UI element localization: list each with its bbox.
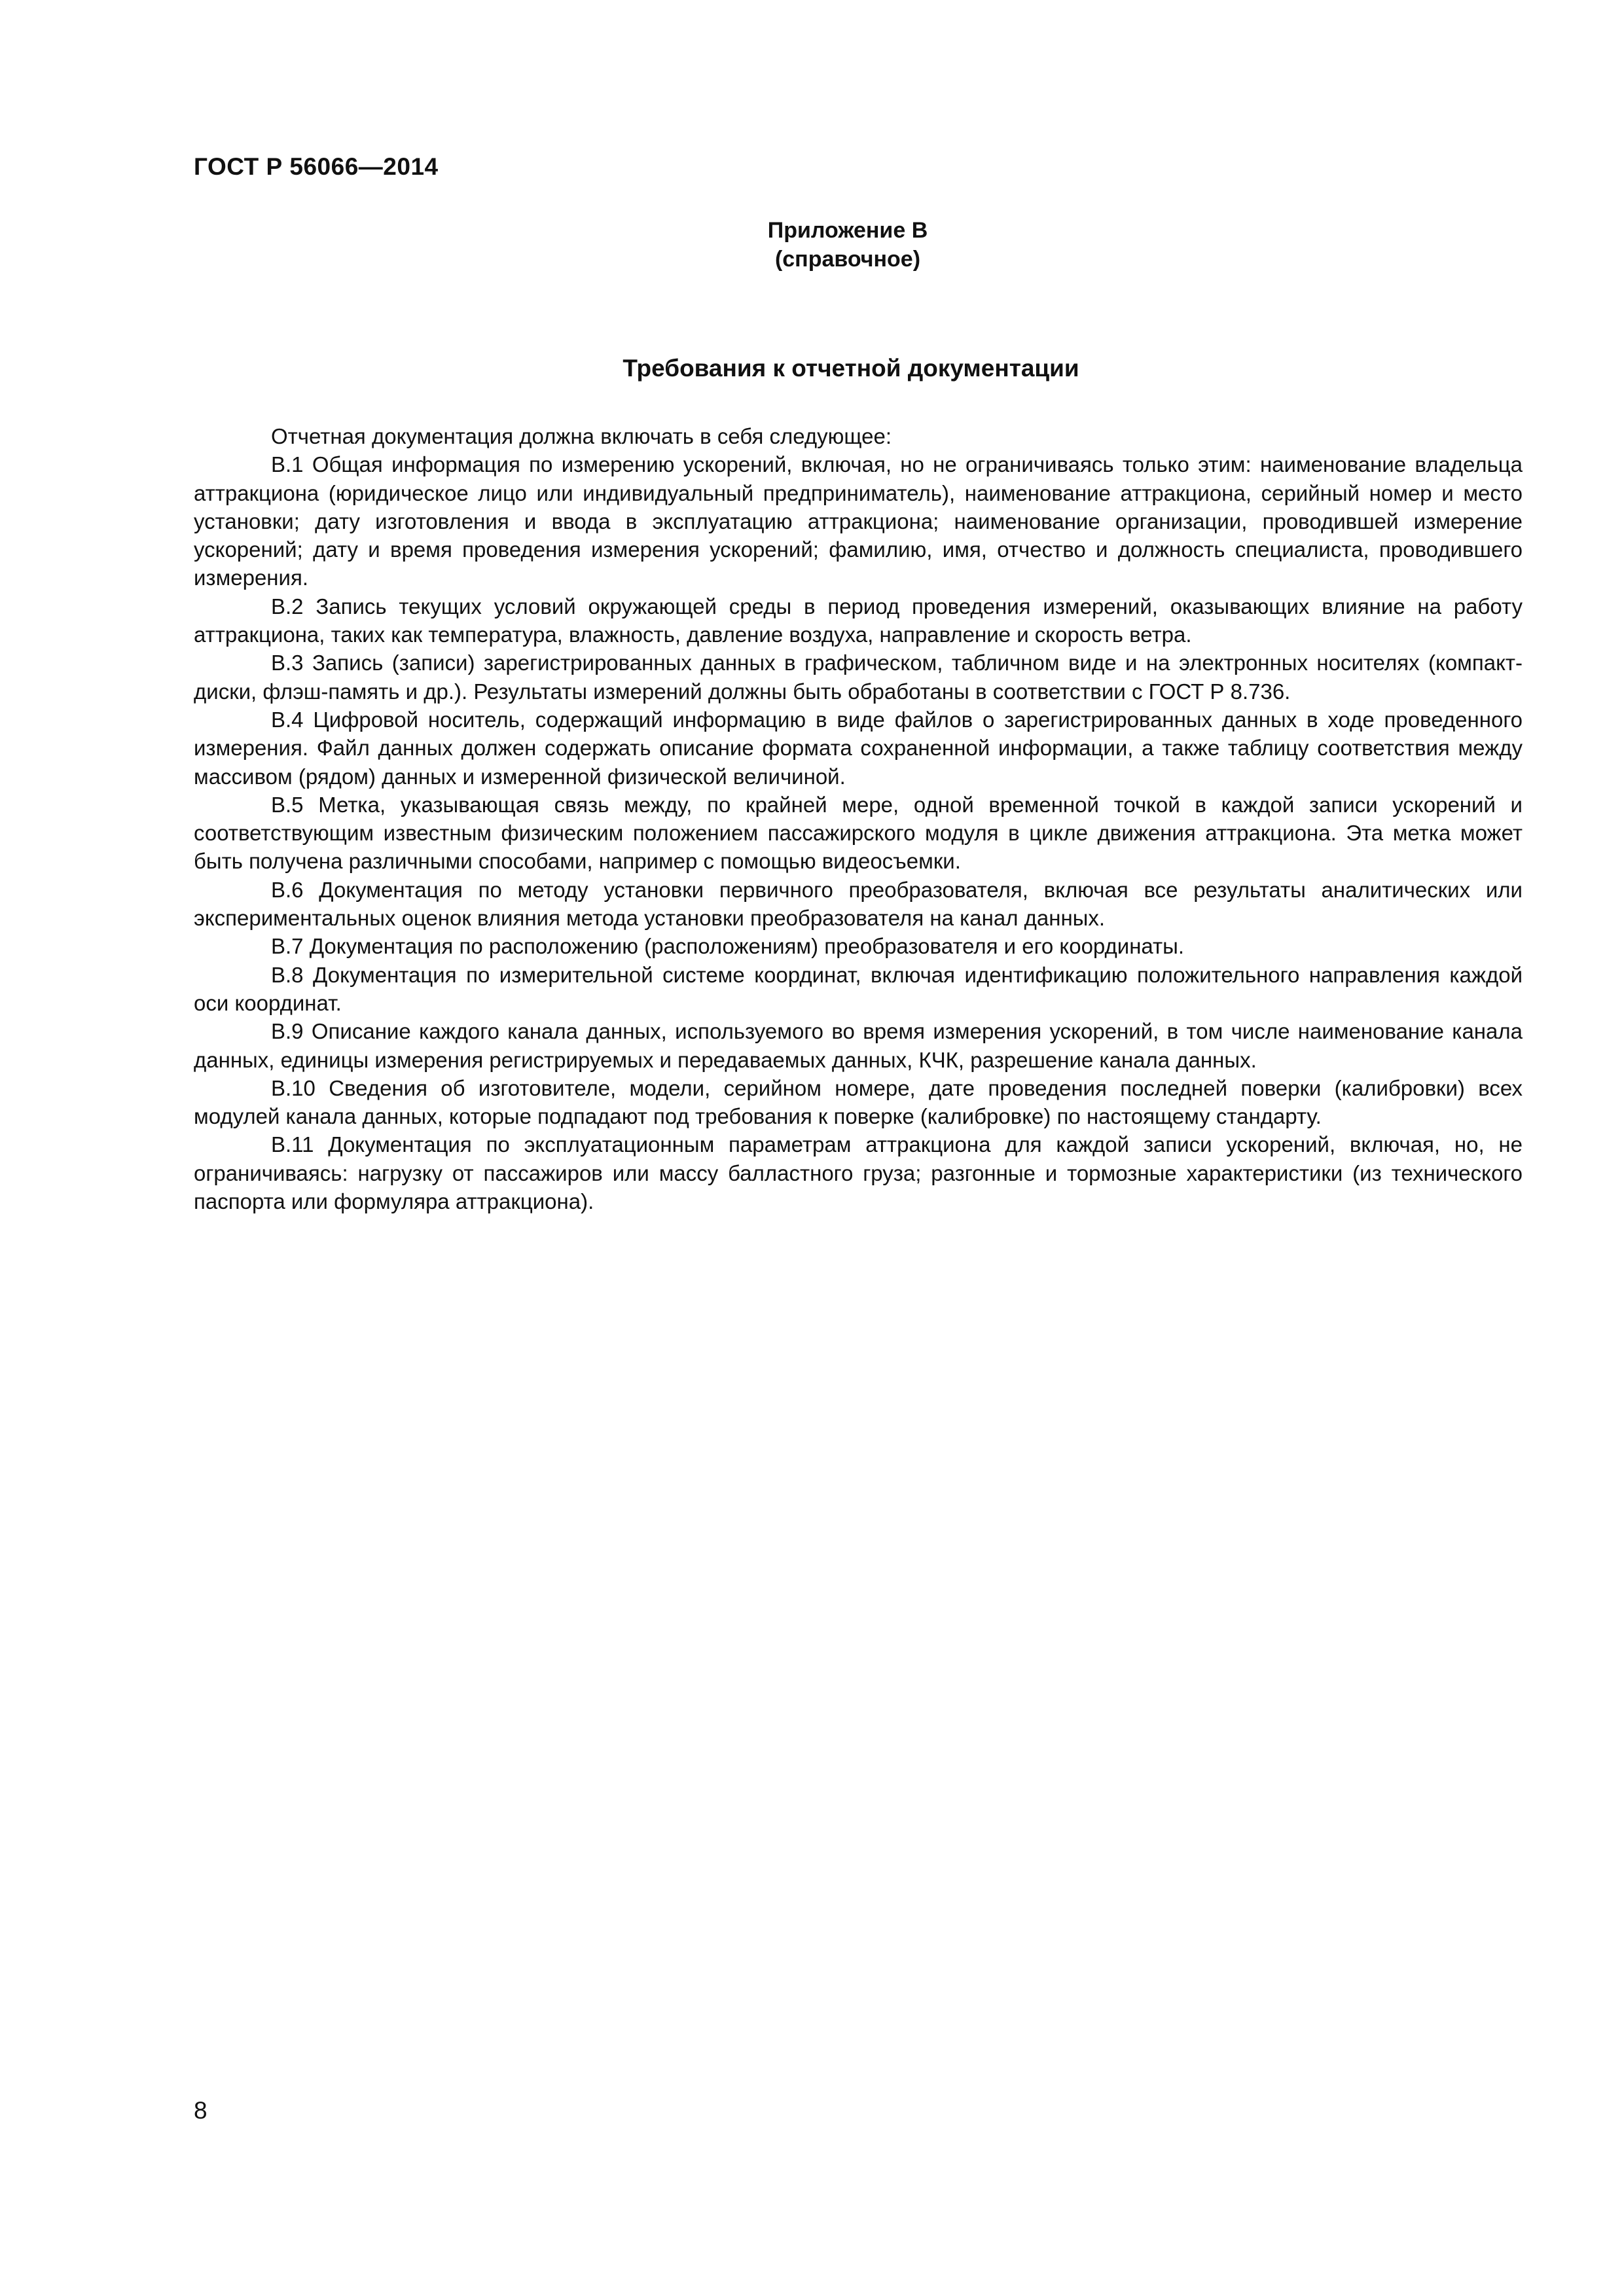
paragraph-b10: В.10 Сведения об изготовителе, модели, серийном номере, дате проведения последней поверки (калибровки) всех модулей канала данных, которые подпадают под требования к поверке (калибровке) по настоящему стандарту. — [194, 1075, 1523, 1129]
document-code: ГОСТ Р 56066—2014 — [194, 153, 439, 180]
paragraph-b3: В.3 Запись (записи) зарегистрированных данных в графическом, табличном виде и на электронных носителях (компакт-диски, флэш-память и др.). Результаты измерений должны быть обработаны в соответствии с ГОСТ Р 8.736. — [194, 651, 1523, 704]
paragraph-b5: В.5 Метка, указывающая связь между, по крайней мере, одной временной точкой в каждой записи ускорений и соответствующим известным физическим положением пассажирского модуля в цикле движения аттракциона. Эта метка может быть получена различными способами, например с помощью видеосъемки. — [194, 792, 1523, 874]
paragraph-b9: В.9 Описание каждого канала данных, используемого во время измерения ускорений, в том числе наименование канала данных, единицы измерения регистрируемых и передаваемых данных, КЧК, разрешение канала данных. — [194, 1019, 1523, 1072]
paragraph-b1: В.1 Общая информация по измерению ускорений, включая, но не ограничиваясь только этим: наименование владельца аттракциона (юридическое лицо или индивидуальный предприниматель), наименование аттракциона, серийный номер и место установки; дату изготовления и ввода в эксплуатацию аттракциона; наименование организации, проводившей измерение ускорений; дату и время проведения измерения ускорений; фамилию, имя, отчество и должность специалиста, проводившего измерения. — [194, 452, 1523, 590]
appendix-status: (справочное) — [774, 247, 921, 272]
paragraph-b8: В.8 Документация по измерительной системе координат, включая идентификацию положительного направления каждой оси координат. — [194, 962, 1523, 1015]
paragraph-b7: В.7 Документация по расположению (расположениям) преобразователя и его координаты. — [271, 934, 1185, 959]
paragraph-b4: В.4 Цифровой носитель, содержащий информацию в виде файлов о зарегистрированных данных в ходе проведенного измерения. Файл данных должен содержать описание формата сохраненной информации, а также таблицу соответствия между массивом (рядом) данных и измеренной физической величиной. — [194, 707, 1523, 789]
page-number: 8 — [194, 2097, 208, 2124]
paragraph-b11: В.11 Документация по эксплуатационным параметрам аттракциона для каждой записи ускорений, включая, но, не ограничиваясь: нагрузку от пассажиров или массу балластного груза; разгонные и тормозные характеристики (из технического паспорта или формуляра аттракциона). — [194, 1132, 1523, 1214]
appendix-label — [713, 216, 982, 274]
intro-paragraph: Отчетная документация должна включать в себя следующее: — [271, 424, 892, 448]
body-text — [194, 422, 1523, 1215]
paragraph-b2: В.2 Запись текущих условий окружающей среды в период проведения измерений, оказывающих влияние на работу аттракциона, таких как температура, влажность, давление воздуха, направление и скорость ветра. — [194, 594, 1523, 647]
paragraph-b6: В.6 Документация по методу установки первичного преобразователя, включая все результаты аналитических или экспериментальных оценок влияния метода установки преобразователя на канал данных. — [194, 877, 1523, 931]
appendix-title: Приложение В — [767, 218, 928, 243]
section-heading: Требования к отчетной документации — [623, 355, 1079, 382]
